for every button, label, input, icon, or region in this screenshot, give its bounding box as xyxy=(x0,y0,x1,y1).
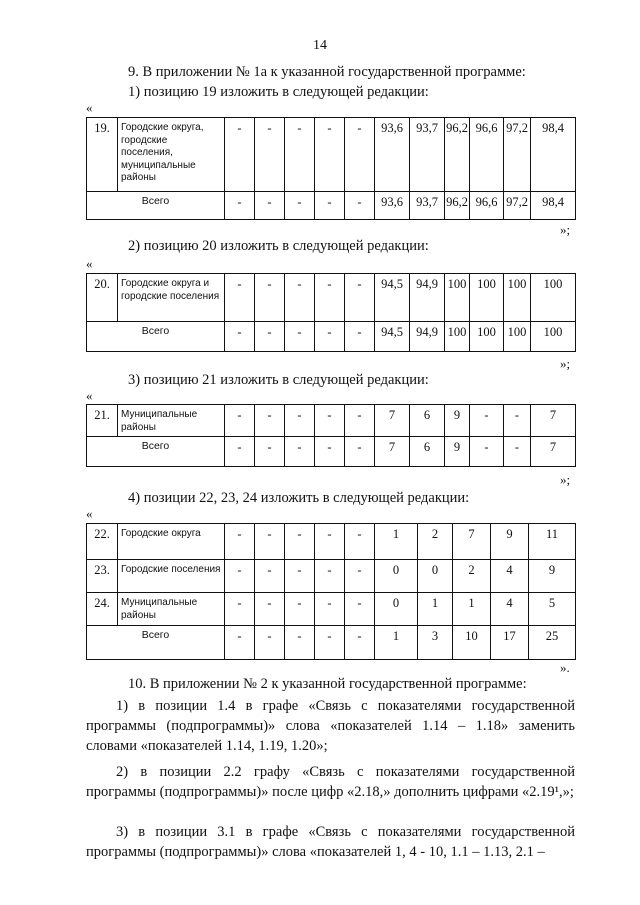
cell: - xyxy=(255,322,285,352)
close-quote-3: »; xyxy=(560,472,571,487)
cell: 7 xyxy=(375,437,410,467)
row-name: Городские округа xyxy=(118,524,225,560)
cell: - xyxy=(315,405,345,437)
cell: - xyxy=(255,560,285,593)
table-row xyxy=(87,524,576,560)
cell: 9 xyxy=(445,437,470,467)
cell: - xyxy=(345,593,375,626)
row-number: 19. xyxy=(87,118,118,192)
cell: 25 xyxy=(529,626,576,660)
paragraph-2: 2) в позиции 2.2 графу «Связь с показателями государственной программы (подпрограммы)» после цифр «2.18,» дополнить цифрами «2.19¹,»; xyxy=(86,764,575,800)
cell: - xyxy=(255,118,285,192)
cell: - xyxy=(345,405,375,437)
cell: - xyxy=(285,274,315,322)
total-label: Всего xyxy=(87,192,225,220)
cell: - xyxy=(315,192,345,220)
paragraph-3: 3) в позиции 3.1 в графе «Связь с показателями государственной программы (подпрограммы)» слова «показателей 1, 4 - 10, 1.1 – 1.13, 2.1 – xyxy=(86,824,575,860)
cell: 98,4 xyxy=(531,192,576,220)
cell: 7 xyxy=(531,405,576,437)
cell: - xyxy=(255,524,285,560)
close-quote-4: ». xyxy=(560,660,570,675)
cell: 97,2 xyxy=(504,118,531,192)
cell: - xyxy=(225,437,255,467)
section-10-heading: 10. В приложении № 2 к указанной государственной программе: xyxy=(128,676,527,692)
cell: - xyxy=(255,405,285,437)
close-quote-1: »; xyxy=(560,222,571,237)
cell: 6 xyxy=(410,437,445,467)
cell: 1 xyxy=(418,593,453,626)
row-number: 21. xyxy=(87,405,118,437)
cell: - xyxy=(315,274,345,322)
cell: - xyxy=(225,405,255,437)
cell: - xyxy=(225,118,255,192)
total-label: Всего xyxy=(87,322,225,352)
cell: 94,5 xyxy=(375,322,410,352)
cell: 96,6 xyxy=(470,192,504,220)
cell: 94,5 xyxy=(375,274,410,322)
item-2-text: 2) позицию 20 изложить в следующей редакции: xyxy=(128,238,429,254)
paragraph-1: 1) в позиции 1.4 в графе «Связь с показателями государственной программы (подпрограммы)» слова «показателей 1.14 – 1.18» заменить словами «показателей 1.14, 1.19, 1.20»; xyxy=(86,698,575,754)
cell: - xyxy=(285,593,315,626)
cell: 98,4 xyxy=(531,118,576,192)
cell: - xyxy=(315,322,345,352)
cell: 97,2 xyxy=(504,192,531,220)
row-name: Муниципальные районы xyxy=(118,405,225,437)
table-row xyxy=(87,118,576,192)
page-number: 14 xyxy=(313,38,327,53)
cell: - xyxy=(345,118,375,192)
cell: - xyxy=(345,437,375,467)
row-number: 23. xyxy=(87,560,118,593)
cell: - xyxy=(225,192,255,220)
cell: - xyxy=(285,437,315,467)
row-name: Городские округа и городские поселения xyxy=(118,274,225,322)
item-4-text: 4) позиции 22, 23, 24 изложить в следующей редакции: xyxy=(128,490,470,506)
total-row xyxy=(87,322,576,352)
cell: - xyxy=(285,560,315,593)
cell: - xyxy=(345,322,375,352)
cell: - xyxy=(345,192,375,220)
open-quote-3: « xyxy=(86,388,93,403)
cell: - xyxy=(225,560,255,593)
cell: 100 xyxy=(470,322,504,352)
cell: 2 xyxy=(418,524,453,560)
cell: 93,6 xyxy=(375,118,410,192)
table-row xyxy=(87,405,576,437)
cell: 7 xyxy=(375,405,410,437)
cell: 1 xyxy=(375,524,418,560)
table-row xyxy=(87,593,576,626)
total-row xyxy=(87,192,576,220)
row-number: 20. xyxy=(87,274,118,322)
cell: - xyxy=(255,626,285,660)
cell: - xyxy=(345,524,375,560)
cell: 1 xyxy=(453,593,491,626)
cell: - xyxy=(345,274,375,322)
cell: - xyxy=(315,626,345,660)
cell: 93,7 xyxy=(410,192,445,220)
cell: 100 xyxy=(470,274,504,322)
cell: 11 xyxy=(529,524,576,560)
close-quote-2: »; xyxy=(560,356,571,371)
cell: 2 xyxy=(453,560,491,593)
cell: - xyxy=(225,593,255,626)
section-9-heading: 9. В приложении № 1а к указанной государственной программе: xyxy=(128,64,526,80)
cell: 100 xyxy=(504,274,531,322)
cell: 10 xyxy=(453,626,491,660)
cell: - xyxy=(315,524,345,560)
table-row xyxy=(87,560,576,593)
cell: 17 xyxy=(491,626,529,660)
cell: 3 xyxy=(418,626,453,660)
total-row xyxy=(87,437,576,467)
cell: - xyxy=(225,524,255,560)
item-1-text: 1) позицию 19 изложить в следующей редакции: xyxy=(128,84,429,100)
cell: 96,2 xyxy=(445,192,470,220)
row-name: Городские округа, городские поселения, муниципальные районы xyxy=(118,118,225,192)
open-quote-4: « xyxy=(86,506,93,521)
total-label: Всего xyxy=(87,437,225,467)
cell: - xyxy=(470,437,504,467)
cell: 5 xyxy=(529,593,576,626)
cell: 0 xyxy=(375,593,418,626)
cell: 100 xyxy=(445,322,470,352)
table-position-21 xyxy=(86,404,576,467)
cell: 6 xyxy=(410,405,445,437)
cell: 96,2 xyxy=(445,118,470,192)
cell: - xyxy=(315,437,345,467)
row-number: 24. xyxy=(87,593,118,626)
cell: 100 xyxy=(504,322,531,352)
total-label: Всего xyxy=(87,626,225,660)
cell: 100 xyxy=(445,274,470,322)
cell: - xyxy=(504,437,531,467)
cell: - xyxy=(504,405,531,437)
cell: - xyxy=(285,405,315,437)
cell: 94,9 xyxy=(410,274,445,322)
cell: - xyxy=(315,560,345,593)
row-number: 22. xyxy=(87,524,118,560)
cell: - xyxy=(255,437,285,467)
table-position-20 xyxy=(86,273,576,352)
cell: - xyxy=(315,593,345,626)
cell: 4 xyxy=(491,560,529,593)
cell: - xyxy=(345,560,375,593)
cell: - xyxy=(470,405,504,437)
cell: 9 xyxy=(491,524,529,560)
cell: - xyxy=(255,593,285,626)
cell: 100 xyxy=(531,274,576,322)
item-3-text: 3) позицию 21 изложить в следующей редакции: xyxy=(128,372,429,388)
cell: 9 xyxy=(445,405,470,437)
cell: - xyxy=(285,524,315,560)
cell: - xyxy=(285,118,315,192)
cell: - xyxy=(315,118,345,192)
open-quote-2: « xyxy=(86,256,93,271)
cell: - xyxy=(225,274,255,322)
row-name: Городские поселения xyxy=(118,560,225,593)
table-positions-22-24 xyxy=(86,523,576,660)
cell: 7 xyxy=(531,437,576,467)
cell: 100 xyxy=(531,322,576,352)
cell: - xyxy=(255,274,285,322)
cell: 94,9 xyxy=(410,322,445,352)
cell: 7 xyxy=(453,524,491,560)
cell: 1 xyxy=(375,626,418,660)
cell: - xyxy=(285,322,315,352)
cell: - xyxy=(255,192,285,220)
cell: 9 xyxy=(529,560,576,593)
cell: - xyxy=(225,626,255,660)
table-position-19 xyxy=(86,117,576,220)
cell: - xyxy=(285,192,315,220)
cell: 93,7 xyxy=(410,118,445,192)
cell: - xyxy=(225,322,255,352)
total-row xyxy=(87,626,576,660)
table-row xyxy=(87,274,576,322)
open-quote-1: « xyxy=(86,100,93,115)
cell: - xyxy=(345,626,375,660)
cell: 0 xyxy=(375,560,418,593)
cell: 0 xyxy=(418,560,453,593)
cell: 93,6 xyxy=(375,192,410,220)
row-name: Муниципальные районы xyxy=(118,593,225,626)
cell: 4 xyxy=(491,593,529,626)
cell: - xyxy=(285,626,315,660)
cell: 96,6 xyxy=(470,118,504,192)
